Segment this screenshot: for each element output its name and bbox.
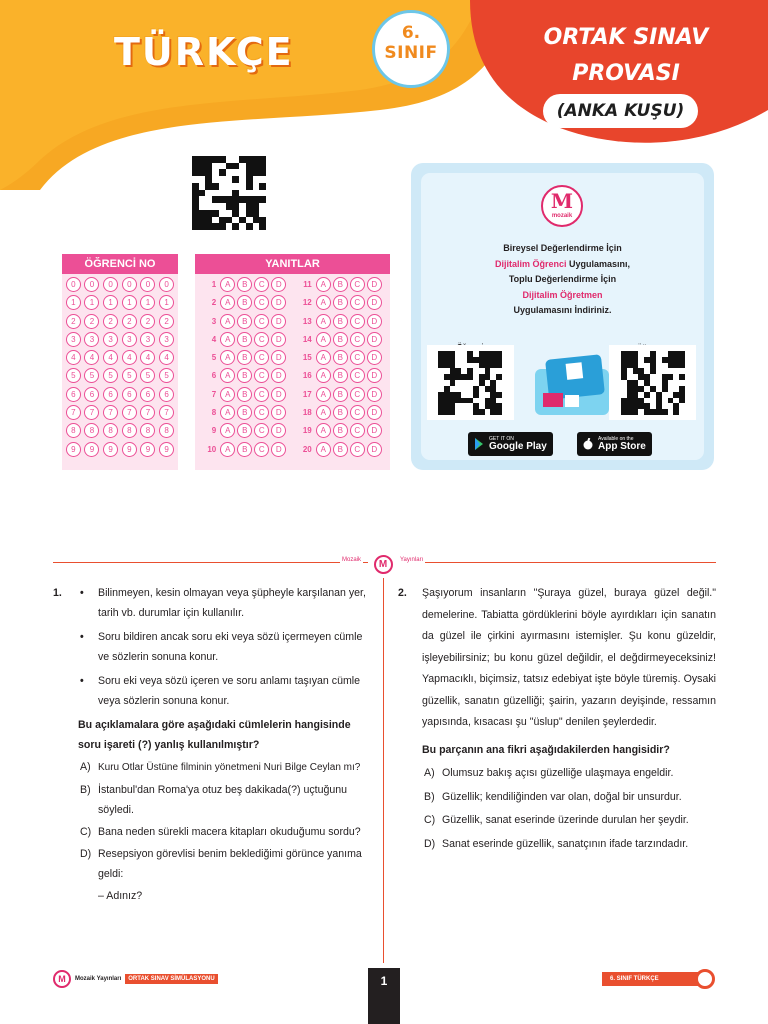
student-number-row bbox=[64, 387, 176, 402]
answer-question-number: 19 bbox=[302, 426, 312, 436]
answer-question-number: 14 bbox=[302, 334, 312, 344]
answer-row bbox=[197, 277, 388, 292]
answer-bubble[interactable]: C bbox=[254, 350, 269, 365]
answer-question-number: 9 bbox=[211, 426, 217, 436]
option-d[interactable] bbox=[78, 844, 373, 906]
answer-question-number: 18 bbox=[302, 408, 312, 418]
logo-mark: M bbox=[550, 189, 574, 213]
student-number-row bbox=[64, 405, 176, 420]
answer-item bbox=[299, 368, 382, 383]
answer-item bbox=[299, 295, 382, 310]
student-number-row bbox=[64, 295, 176, 310]
answer-bubble[interactable]: C bbox=[254, 405, 269, 420]
question-2 bbox=[398, 583, 716, 855]
answer-row bbox=[197, 350, 388, 365]
digit-bubble[interactable]: 3 bbox=[140, 332, 155, 347]
bullet-text: Bilinmeyen, kesin olmayan veya şüpheyle karşılanan yer, tarih vb. durumlar için kullanılır. bbox=[98, 587, 366, 619]
digit-bubble[interactable]: 4 bbox=[140, 350, 155, 365]
answer-bubble[interactable]: A bbox=[316, 368, 331, 383]
answer-bubble[interactable]: B bbox=[237, 368, 252, 383]
digit-bubble[interactable]: 2 bbox=[159, 314, 174, 329]
question-2-body bbox=[422, 583, 716, 855]
answer-bubble[interactable]: B bbox=[333, 314, 348, 329]
exam-title-line2: PROVASI bbox=[572, 61, 680, 86]
answer-bubble[interactable]: B bbox=[237, 314, 252, 329]
digit-bubble[interactable]: 5 bbox=[66, 368, 81, 383]
answer-bubble[interactable]: A bbox=[316, 405, 331, 420]
answer-bubble[interactable]: B bbox=[237, 332, 252, 347]
digit-bubble[interactable]: 7 bbox=[140, 405, 155, 420]
answer-question-number: 7 bbox=[211, 389, 217, 399]
answer-bubble[interactable]: B bbox=[333, 442, 348, 457]
option-c[interactable] bbox=[422, 810, 716, 832]
answer-bubble[interactable]: B bbox=[333, 387, 348, 402]
answer-bubble[interactable]: A bbox=[220, 295, 235, 310]
teacher-qr-card bbox=[609, 345, 696, 420]
answer-item bbox=[203, 442, 286, 457]
answer-question-number: 4 bbox=[211, 334, 217, 344]
digit-bubble[interactable]: 1 bbox=[140, 295, 155, 310]
digit-bubble[interactable]: 9 bbox=[84, 442, 99, 457]
answer-bubble[interactable]: A bbox=[316, 350, 331, 365]
digit-bubble[interactable]: 9 bbox=[103, 442, 118, 457]
digit-bubble[interactable]: 6 bbox=[84, 387, 99, 402]
answer-bubble[interactable]: D bbox=[367, 295, 382, 310]
app-instructions bbox=[421, 241, 704, 319]
question-1-number: 1. bbox=[53, 587, 62, 599]
digit-bubble[interactable]: 9 bbox=[66, 442, 81, 457]
answer-bubble[interactable]: B bbox=[237, 442, 252, 457]
answer-bubble[interactable]: B bbox=[237, 405, 252, 420]
option-text: Bana neden sürekli macera kitapları okuduğumu sordu? bbox=[98, 826, 361, 838]
answer-bubble[interactable]: B bbox=[237, 387, 252, 402]
digit-bubble[interactable]: 7 bbox=[122, 405, 137, 420]
option-text: Güzellik, sanat eserinde üzerinde durulan her şeydir. bbox=[442, 814, 689, 826]
footer-logo-mark: M bbox=[53, 970, 71, 988]
phone-illustration bbox=[531, 353, 615, 417]
edition-badge: (ANKA KUŞU) bbox=[543, 94, 698, 128]
digit-bubble[interactable]: 8 bbox=[84, 423, 99, 438]
digit-bubble[interactable]: 9 bbox=[122, 442, 137, 457]
answer-item bbox=[299, 405, 382, 420]
digit-bubble[interactable]: 8 bbox=[66, 423, 81, 438]
google-play-small: GET IT ON bbox=[489, 435, 514, 442]
answer-bubble[interactable]: D bbox=[271, 277, 286, 292]
subject-title: TÜRKÇE bbox=[114, 30, 294, 74]
answer-question-number: 1 bbox=[211, 280, 217, 289]
google-play-icon bbox=[474, 438, 484, 450]
student-number-row bbox=[64, 423, 176, 438]
grade-badge bbox=[372, 10, 450, 88]
option-letter: D) bbox=[424, 837, 436, 850]
digit-bubble[interactable]: 4 bbox=[66, 350, 81, 365]
answers-grid bbox=[195, 254, 390, 470]
answer-bubble[interactable]: C bbox=[254, 332, 269, 347]
app-line2-rest: Uygulamasını, bbox=[566, 258, 631, 269]
student-number-row bbox=[64, 332, 176, 347]
digit-bubble[interactable]: 6 bbox=[159, 387, 174, 402]
question-2-passage: Şaşıyorum insanların "Şuraya güzel, buraya güzel değil." demelerine. Tabiatta gördüklerini böyle ayırdıkları için sanatın da güzel ile çirkini ayırmasını istemişler. Şu konu güzeldir, işleyebilirsiniz; bu konu güzel değildir, el değdirmeyeceksiniz! Yapmacıklı, biçimsiz, tatsız edebiyat işte böyle türemiş. Oysaki güzellik, sanatın güzelliği; şairin, yazarın deyişinde, ressamın yapısında, kısacası şu "üslup" denilen şeylerdedir. bbox=[422, 587, 716, 728]
answer-bubble[interactable]: D bbox=[367, 332, 382, 347]
grade-number: 6. bbox=[401, 23, 421, 43]
answer-bubble[interactable]: A bbox=[316, 314, 331, 329]
digit-bubble[interactable]: 2 bbox=[66, 314, 81, 329]
google-play-button[interactable] bbox=[468, 432, 553, 456]
option-text: Resepsiyon görevlisi benim beklediğimi görünce yanıma geldi: bbox=[98, 848, 362, 880]
answer-row bbox=[197, 387, 388, 402]
answer-question-number: 15 bbox=[302, 353, 312, 363]
answer-question-number: 10 bbox=[207, 444, 217, 454]
option-letter: A) bbox=[424, 767, 435, 779]
answer-question-number: 13 bbox=[302, 316, 312, 326]
answer-item bbox=[203, 295, 286, 310]
answer-item bbox=[203, 405, 286, 420]
digit-bubble[interactable]: 5 bbox=[122, 368, 137, 383]
answer-bubble[interactable]: D bbox=[367, 405, 382, 420]
digit-bubble[interactable]: 7 bbox=[159, 405, 174, 420]
answer-bubble[interactable]: B bbox=[237, 277, 252, 292]
student-number-row bbox=[64, 442, 176, 457]
footer-brand-name: Mozaik Yayınları bbox=[75, 976, 122, 982]
answer-bubble[interactable]: D bbox=[271, 295, 286, 310]
digit-bubble[interactable]: 3 bbox=[66, 332, 81, 347]
answer-question-number: 20 bbox=[302, 444, 312, 454]
student-qr-code[interactable] bbox=[438, 351, 502, 415]
student-number-row bbox=[64, 314, 176, 329]
question-1-bullet bbox=[78, 671, 373, 711]
page-header bbox=[0, 0, 768, 190]
answer-bubble[interactable]: A bbox=[316, 295, 331, 310]
digit-bubble[interactable]: 1 bbox=[103, 295, 118, 310]
app-promo-inner bbox=[421, 173, 704, 460]
app-line3: Toplu Değerlendirme İçin bbox=[508, 274, 617, 284]
answer-item bbox=[299, 423, 382, 438]
divider-logo-mark: M bbox=[374, 555, 393, 574]
digit-bubble[interactable]: 3 bbox=[84, 332, 99, 347]
answer-bubble[interactable]: D bbox=[271, 350, 286, 365]
answer-row bbox=[197, 314, 388, 329]
answer-bubble[interactable]: A bbox=[316, 423, 331, 438]
answer-question-number: 16 bbox=[302, 371, 312, 381]
digit-bubble[interactable]: 7 bbox=[103, 405, 118, 420]
grade-word: SINIF bbox=[384, 43, 438, 63]
bullet-text: Soru bildiren ancak soru eki veya sözü içermeyen cümle ve sözlerin sonuna konur. bbox=[98, 631, 363, 663]
answer-bubble[interactable]: C bbox=[254, 277, 269, 292]
answer-bubble[interactable]: C bbox=[350, 387, 365, 402]
answer-item bbox=[203, 350, 286, 365]
answer-bubble[interactable]: D bbox=[367, 442, 382, 457]
digit-bubble[interactable]: 3 bbox=[103, 332, 118, 347]
student-number-grid bbox=[62, 254, 178, 470]
student-qr-card bbox=[427, 345, 514, 420]
digit-bubble[interactable]: 5 bbox=[84, 368, 99, 383]
answer-bubble[interactable]: D bbox=[367, 387, 382, 402]
footer-ring-icon bbox=[695, 969, 715, 989]
digit-bubble[interactable]: 6 bbox=[140, 387, 155, 402]
answer-bubble[interactable]: D bbox=[367, 350, 382, 365]
digit-bubble[interactable]: 1 bbox=[84, 295, 99, 310]
digit-bubble[interactable]: 4 bbox=[103, 350, 118, 365]
answer-bubble[interactable]: C bbox=[350, 314, 365, 329]
digit-bubble[interactable]: 5 bbox=[159, 368, 174, 383]
answer-bubble[interactable]: A bbox=[316, 387, 331, 402]
question-1-stem: Bu açıklamalara göre aşağıdaki cümlelerin hangisinde soru işareti (?) yanlış kullanılmıştır? bbox=[78, 719, 351, 751]
option-a[interactable] bbox=[78, 757, 373, 778]
logo-word: mozaik bbox=[551, 213, 573, 219]
answer-item bbox=[203, 368, 286, 383]
answer-item bbox=[299, 442, 382, 457]
answer-bubble[interactable]: B bbox=[333, 277, 348, 292]
answer-bubble[interactable]: C bbox=[254, 314, 269, 329]
answer-row bbox=[197, 368, 388, 383]
digit-bubble[interactable]: 8 bbox=[140, 423, 155, 438]
digit-bubble[interactable]: 8 bbox=[103, 423, 118, 438]
digit-bubble[interactable]: 0 bbox=[84, 277, 99, 292]
answer-bubble[interactable]: C bbox=[350, 423, 365, 438]
exam-title-line1: ORTAK SINAV bbox=[543, 25, 709, 50]
digit-bubble[interactable]: 3 bbox=[159, 332, 174, 347]
answer-bubble[interactable]: C bbox=[350, 295, 365, 310]
answer-question-number: 2 bbox=[211, 298, 217, 308]
answer-bubble[interactable]: A bbox=[220, 405, 235, 420]
option-text: Güzellik; kendiliğinden var olan, doğal bir unsurdur. bbox=[442, 790, 682, 803]
student-number-row bbox=[64, 368, 176, 383]
student-number-row bbox=[64, 350, 176, 365]
app-teacher-name: Dijitalim Öğretmen bbox=[522, 289, 603, 300]
digit-bubble[interactable]: 2 bbox=[140, 314, 155, 329]
mozaik-logo bbox=[541, 185, 583, 227]
booklet-qr-code bbox=[192, 156, 266, 230]
option-text: İstanbul'dan Roma'ya otuz beş dakikada(?) uçtuğunu söyledi. bbox=[98, 784, 348, 816]
digit-bubble[interactable]: 0 bbox=[66, 277, 81, 292]
app-line5: Uygulamasını İndiriniz. bbox=[513, 305, 612, 315]
answer-bubble[interactable]: B bbox=[237, 295, 252, 310]
digit-bubble[interactable]: 0 bbox=[122, 277, 137, 292]
answer-bubble[interactable]: A bbox=[220, 350, 235, 365]
answer-item bbox=[299, 314, 382, 329]
digit-bubble[interactable]: 5 bbox=[103, 368, 118, 383]
answer-bubble[interactable]: A bbox=[220, 387, 235, 402]
option-letter: C) bbox=[80, 826, 92, 838]
answer-bubble[interactable]: A bbox=[316, 442, 331, 457]
option-a[interactable] bbox=[422, 763, 716, 785]
app-store-small: Available on the bbox=[598, 435, 634, 442]
teacher-qr-code[interactable] bbox=[621, 351, 685, 415]
question-1 bbox=[53, 583, 373, 906]
divider-brand-right: Yayınları bbox=[400, 557, 424, 563]
answer-item bbox=[203, 314, 286, 329]
option-text: Sanat eserinde güzellik, sanatçının ifade tarzındadır. bbox=[442, 837, 689, 850]
answer-bubble[interactable]: B bbox=[333, 350, 348, 365]
answer-bubble[interactable]: B bbox=[237, 423, 252, 438]
google-play-label: Google Play bbox=[489, 440, 547, 452]
option-b[interactable] bbox=[422, 787, 716, 809]
digit-bubble[interactable]: 1 bbox=[159, 295, 174, 310]
answer-bubble[interactable]: D bbox=[271, 405, 286, 420]
digit-bubble[interactable]: 7 bbox=[84, 405, 99, 420]
column-separator bbox=[383, 578, 384, 963]
answer-bubble[interactable]: A bbox=[220, 314, 235, 329]
answer-bubble[interactable]: C bbox=[350, 277, 365, 292]
digit-bubble[interactable]: 8 bbox=[122, 423, 137, 438]
option-text: Kuru Otlar Üstüne filminin yönetmeni Nuri Bilge Ceylan mı? bbox=[98, 762, 361, 773]
option-d[interactable] bbox=[422, 834, 716, 856]
digit-bubble[interactable]: 0 bbox=[103, 277, 118, 292]
digit-bubble[interactable]: 5 bbox=[140, 368, 155, 383]
answer-bubble[interactable]: C bbox=[350, 442, 365, 457]
answer-bubble[interactable]: D bbox=[271, 387, 286, 402]
answer-bubble[interactable]: D bbox=[367, 423, 382, 438]
answer-bubble[interactable]: A bbox=[220, 332, 235, 347]
footer-brand-tag: ORTAK SINAV SİMÜLASYONU bbox=[125, 974, 217, 984]
digit-bubble[interactable]: 4 bbox=[122, 350, 137, 365]
answer-bubble[interactable]: B bbox=[237, 350, 252, 365]
option-b[interactable] bbox=[78, 780, 373, 820]
page-number: 1 bbox=[368, 968, 400, 1024]
answer-item bbox=[299, 277, 382, 292]
digit-bubble[interactable]: 2 bbox=[84, 314, 99, 329]
digit-bubble[interactable]: 6 bbox=[66, 387, 81, 402]
answer-item bbox=[299, 350, 382, 365]
divider-brand-left: Mozaik bbox=[342, 557, 362, 563]
digit-bubble[interactable]: 0 bbox=[140, 277, 155, 292]
answer-row bbox=[197, 332, 388, 347]
digit-bubble[interactable]: 9 bbox=[140, 442, 155, 457]
digit-bubble[interactable]: 6 bbox=[103, 387, 118, 402]
answer-bubble[interactable]: C bbox=[254, 387, 269, 402]
answer-item bbox=[299, 387, 382, 402]
digit-bubble[interactable]: 1 bbox=[122, 295, 137, 310]
option-letter: D) bbox=[80, 848, 92, 860]
answer-bubble[interactable]: C bbox=[350, 332, 365, 347]
answer-bubble[interactable]: D bbox=[271, 332, 286, 347]
answer-bubble[interactable]: C bbox=[350, 350, 365, 365]
answer-bubble[interactable]: A bbox=[316, 277, 331, 292]
digit-bubble[interactable]: 3 bbox=[122, 332, 137, 347]
student-number-header: ÖĞRENCİ NO bbox=[62, 254, 178, 274]
answer-bubble[interactable]: B bbox=[333, 423, 348, 438]
answer-bubble[interactable]: A bbox=[220, 277, 235, 292]
answer-question-number: 5 bbox=[211, 353, 217, 363]
answer-question-number: 8 bbox=[211, 408, 217, 418]
answer-bubble[interactable]: C bbox=[350, 405, 365, 420]
option-text: Olumsuz bakış açısı güzelliğe ulaşmaya engeldir. bbox=[442, 767, 674, 779]
option-letter: B) bbox=[424, 790, 435, 803]
answer-row bbox=[197, 442, 388, 457]
answer-question-number: 17 bbox=[302, 389, 312, 399]
answer-question-number: 11 bbox=[303, 280, 312, 289]
footer-course-label: 6. SINIF TÜRKÇE bbox=[602, 972, 700, 986]
digit-bubble[interactable]: 4 bbox=[159, 350, 174, 365]
answer-bubble[interactable]: D bbox=[271, 314, 286, 329]
answer-item bbox=[203, 423, 286, 438]
digit-bubble[interactable]: 1 bbox=[66, 295, 81, 310]
digit-bubble[interactable]: 2 bbox=[122, 314, 137, 329]
digit-bubble[interactable]: 4 bbox=[84, 350, 99, 365]
answer-item bbox=[203, 332, 286, 347]
question-1-bullet bbox=[78, 583, 373, 623]
option-letter: C) bbox=[424, 814, 436, 826]
option-letter: A) bbox=[80, 761, 91, 773]
answer-bubble[interactable]: D bbox=[367, 314, 382, 329]
answer-bubble[interactable]: A bbox=[220, 423, 235, 438]
option-letter: B) bbox=[80, 784, 91, 796]
answer-question-number: 3 bbox=[211, 316, 217, 326]
bullet-icon: • bbox=[80, 587, 84, 599]
answer-bubble[interactable]: D bbox=[367, 277, 382, 292]
answer-bubble[interactable]: C bbox=[350, 368, 365, 383]
answer-bubble[interactable]: C bbox=[254, 423, 269, 438]
answer-bubble[interactable]: D bbox=[367, 368, 382, 383]
answer-bubble[interactable]: D bbox=[271, 442, 286, 457]
divider-logo bbox=[368, 554, 398, 576]
answer-bubble[interactable]: A bbox=[316, 332, 331, 347]
apple-icon bbox=[583, 438, 593, 450]
question-1-body bbox=[78, 583, 373, 906]
digit-bubble[interactable]: 6 bbox=[122, 387, 137, 402]
digit-bubble[interactable]: 2 bbox=[103, 314, 118, 329]
answer-item bbox=[203, 277, 286, 292]
answers-header: YANITLAR bbox=[195, 254, 390, 274]
answer-row bbox=[197, 423, 388, 438]
exam-title bbox=[516, 20, 736, 92]
digit-bubble[interactable]: 7 bbox=[66, 405, 81, 420]
digit-bubble[interactable]: 0 bbox=[159, 277, 174, 292]
app-promo-box bbox=[411, 163, 714, 470]
question-2-stem: Bu parçanın ana fikri aşağıdakilerden hangisidir? bbox=[422, 743, 670, 756]
app-line1: Bireysel Değerlendirme İçin bbox=[503, 243, 622, 253]
answer-bubble[interactable]: A bbox=[220, 368, 235, 383]
answer-bubble[interactable]: B bbox=[333, 332, 348, 347]
answer-bubble[interactable]: A bbox=[220, 442, 235, 457]
answer-item bbox=[203, 387, 286, 402]
bullet-text: Soru eki veya sözü içeren ve soru anlamı taşıyan cümle veya sözlerin sonuna konur. bbox=[98, 675, 361, 707]
answer-bubble[interactable]: C bbox=[254, 442, 269, 457]
answer-question-number: 6 bbox=[211, 371, 217, 381]
app-line2 bbox=[421, 257, 704, 273]
answer-bubble[interactable]: C bbox=[254, 368, 269, 383]
answer-bubble[interactable]: C bbox=[254, 295, 269, 310]
answer-question-number: 12 bbox=[302, 298, 312, 308]
question-1-bullet bbox=[78, 627, 373, 667]
answer-bubble[interactable]: B bbox=[333, 405, 348, 420]
option-c[interactable] bbox=[78, 822, 373, 842]
app-store-label: App Store bbox=[598, 440, 646, 452]
app-store-button[interactable] bbox=[577, 432, 652, 456]
answer-row bbox=[197, 405, 388, 420]
footer-brand bbox=[53, 970, 218, 988]
answer-bubble[interactable]: D bbox=[271, 368, 286, 383]
answer-bubble[interactable]: B bbox=[333, 368, 348, 383]
student-number-row bbox=[64, 277, 176, 292]
bullet-icon: • bbox=[80, 631, 84, 643]
answer-item bbox=[299, 332, 382, 347]
question-2-number: 2. bbox=[398, 587, 407, 599]
digit-bubble[interactable]: 8 bbox=[159, 423, 174, 438]
app-student-name: Dijitalim Öğrenci bbox=[494, 258, 567, 269]
answer-row bbox=[197, 295, 388, 310]
option-d-dialogue: – Adınız? bbox=[98, 890, 143, 902]
digit-bubble[interactable]: 9 bbox=[159, 442, 174, 457]
bullet-icon: • bbox=[80, 675, 84, 687]
answer-bubble[interactable]: B bbox=[333, 295, 348, 310]
answer-bubble[interactable]: D bbox=[271, 423, 286, 438]
